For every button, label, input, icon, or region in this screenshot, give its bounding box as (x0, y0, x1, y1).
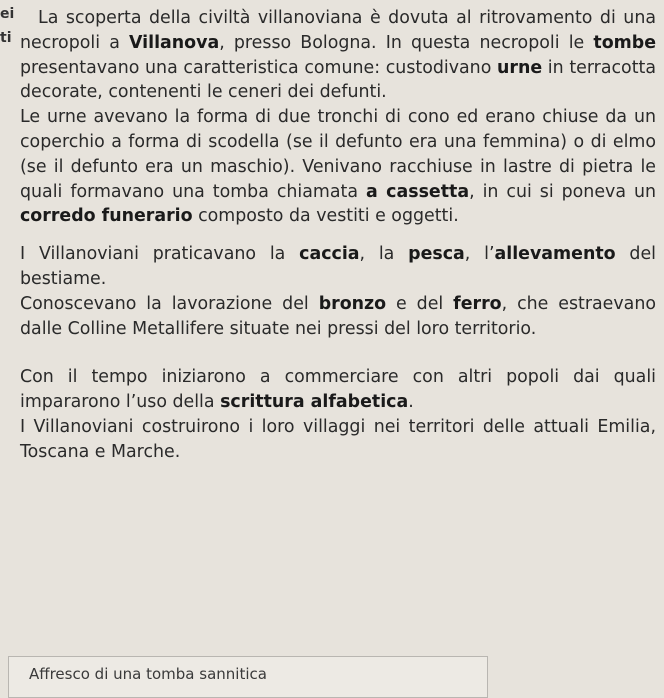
margin-fragment: ti (0, 30, 12, 46)
term-bronzo: bronzo (318, 293, 387, 314)
term-corredo-funerario: corredo funerario (20, 206, 193, 227)
term-urne: urne (497, 57, 543, 78)
term-pesca: pesca (408, 244, 465, 265)
image-caption: Affresco di una tomba sannitica (29, 665, 267, 683)
paragraph-urns: Le urne avevano la forma di due tronchi di cono ed erano chiuse da un coperchio a forma di scodella (se il defunto era una femmina) o di elmo (se il defunto era un maschio). Venivano racchiuse in lastre di pietra le quali formavano una tomba chiamata a cassetta, in cui si poneva un corredo funerario composto da vestiti e oggetti. (20, 107, 656, 227)
margin-fragment: ei (0, 6, 15, 22)
term-ferro: ferro (453, 293, 502, 314)
term-caccia: caccia (299, 244, 360, 265)
term-allevamento: allevamento (494, 244, 616, 265)
paragraph-activities: I Villanoviani praticavano la caccia, la pesca, l’allevamento del bestiame. (20, 244, 656, 289)
term-villanova: Villanova (129, 32, 220, 53)
term-a-cassetta: a cassetta (365, 181, 470, 202)
paragraph-trade: Con il tempo iniziarono a commerciare con altri popoli dai quali impararono l’uso della scrittura alfabetica. (20, 367, 656, 413)
term-scrittura-alfabetica: scrittura alfabetica (220, 392, 409, 413)
paragraph-villages: I Villanoviani costruirono i loro villaggi nei territori delle attuali Emilia, Toscana e Marche. (20, 416, 656, 462)
paragraph-villanova-discovery: La scoperta della civiltà villanoviana è dovuta al ritrovamento di una necropoli a Villanova, presso Bologna. In questa necropoli le tombe presentavano una caratteristica comune: custodivano urne in terracotta decorate, contenenti le ceneri dei defunti. (20, 8, 657, 103)
term-tombe: tombe (593, 32, 657, 53)
image-caption-box (8, 656, 488, 698)
paragraph-metals: Conoscevano la lavorazione del bronzo e del ferro, che estraevano dalle Colline Metallifere situate nei pressi del loro territorio. (20, 293, 656, 339)
body-text (20, 6, 656, 465)
